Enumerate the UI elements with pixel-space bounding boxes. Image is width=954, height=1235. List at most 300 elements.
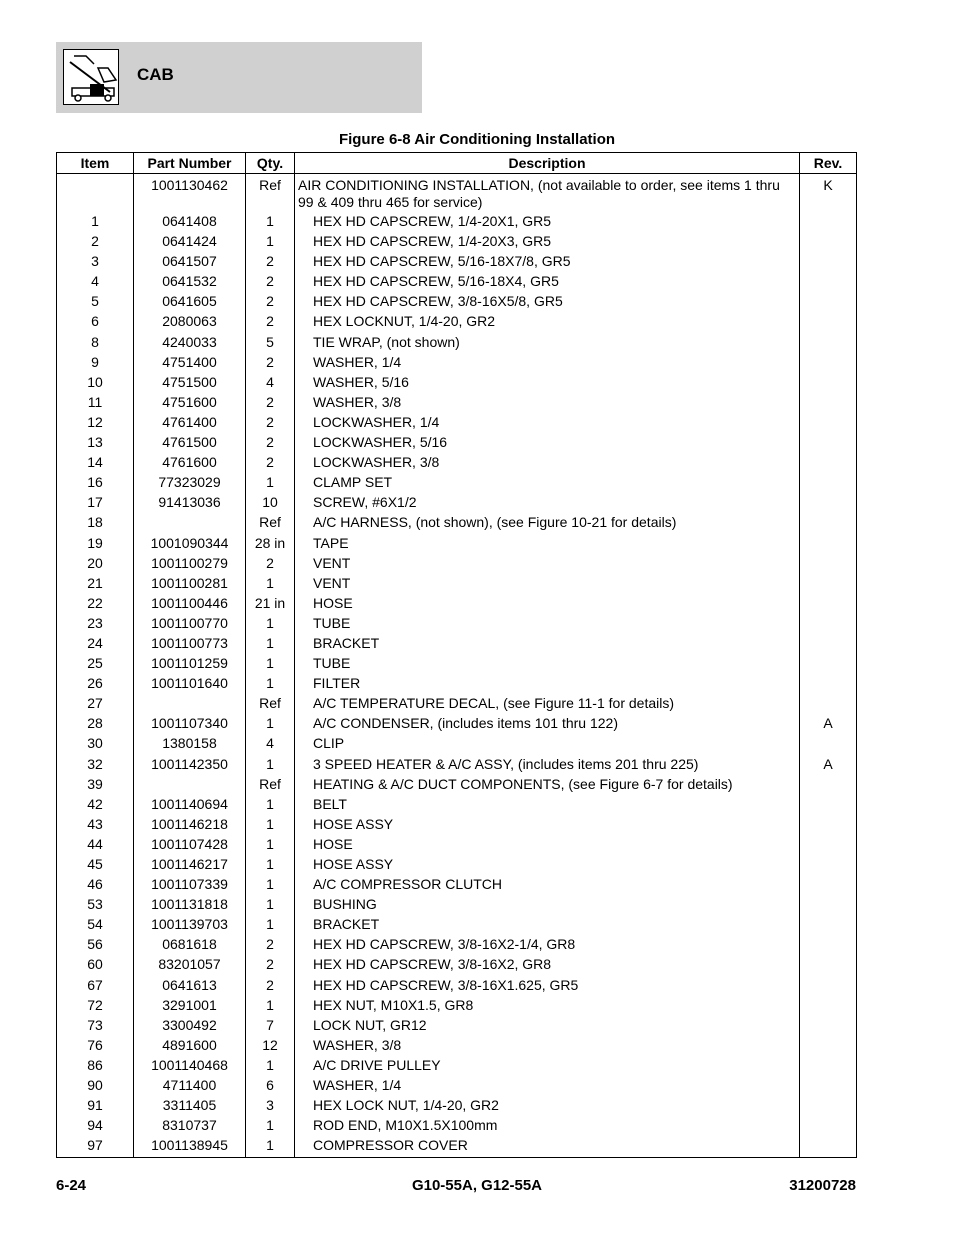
item-cell: 5 (57, 291, 134, 311)
item-cell: 30 (57, 733, 134, 753)
part-number-cell (134, 693, 246, 713)
part-number-cell: 1001140694 (134, 794, 246, 814)
table-row (57, 975, 857, 995)
description-cell: WASHER, 3/8 (295, 1035, 800, 1055)
table-row (57, 995, 857, 1015)
description-cell: LOCKWASHER, 5/16 (295, 432, 800, 452)
rev-cell (800, 894, 857, 914)
table-row (57, 754, 857, 774)
part-number-cell: 0641408 (134, 211, 246, 231)
part-number-cell: 4761500 (134, 432, 246, 452)
qty-cell: 1 (246, 1055, 295, 1075)
part-number-cell: 0681618 (134, 934, 246, 954)
part-number-cell: 1001142350 (134, 754, 246, 774)
part-number-cell: 4751400 (134, 352, 246, 372)
qty-cell: 1 (246, 834, 295, 854)
description-cell: LOCK NUT, GR12 (295, 1015, 800, 1035)
qty-cell: 5 (246, 332, 295, 352)
qty-cell: 2 (246, 311, 295, 331)
qty-cell: 3 (246, 1095, 295, 1115)
rev-cell (800, 613, 857, 633)
part-number-cell: 2080063 (134, 311, 246, 331)
part-number-cell: 1380158 (134, 733, 246, 753)
rev-cell (800, 975, 857, 995)
item-cell: 1 (57, 211, 134, 231)
qty-cell: 1 (246, 1135, 295, 1158)
part-number-cell: 3291001 (134, 995, 246, 1015)
table-header-row (57, 153, 857, 174)
table-row (57, 472, 857, 492)
qty-cell: 1 (246, 472, 295, 492)
part-number-cell: 1001139703 (134, 914, 246, 934)
table-row (57, 452, 857, 472)
rev-cell (800, 291, 857, 311)
table-row (57, 653, 857, 673)
description-cell: HOSE ASSY (295, 854, 800, 874)
item-cell: 53 (57, 894, 134, 914)
table-row (57, 271, 857, 291)
table-row (57, 1035, 857, 1055)
table-row (57, 633, 857, 653)
item-cell: 28 (57, 713, 134, 733)
part-number-cell: 0641605 (134, 291, 246, 311)
description-cell: HEX NUT, M10X1.5, GR8 (295, 995, 800, 1015)
rev-cell (800, 633, 857, 653)
item-cell (57, 174, 134, 212)
table-row (57, 834, 857, 854)
description-cell: CLIP (295, 733, 800, 753)
item-cell: 44 (57, 834, 134, 854)
rev-cell (800, 311, 857, 331)
item-cell: 21 (57, 573, 134, 593)
item-cell: 42 (57, 794, 134, 814)
part-number-cell: 4751600 (134, 392, 246, 412)
item-cell: 27 (57, 693, 134, 713)
qty-cell: 7 (246, 1015, 295, 1035)
rev-cell (800, 854, 857, 874)
rev-cell (800, 995, 857, 1015)
rev-cell (800, 874, 857, 894)
table-row (57, 231, 857, 251)
qty-cell: 1 (246, 231, 295, 251)
rev-cell (800, 593, 857, 613)
description-cell: TUBE (295, 653, 800, 673)
item-cell: 60 (57, 954, 134, 974)
rev-cell (800, 693, 857, 713)
qty-cell: 1 (246, 914, 295, 934)
table-row (57, 713, 857, 733)
table-row (57, 1115, 857, 1135)
table-row (57, 432, 857, 452)
item-cell: 2 (57, 231, 134, 251)
rev-cell (800, 954, 857, 974)
qty-cell: 2 (246, 553, 295, 573)
table-row (57, 573, 857, 593)
rev-cell (800, 211, 857, 231)
parts-table (56, 152, 857, 1158)
item-cell: 25 (57, 653, 134, 673)
part-number-cell: 4761400 (134, 412, 246, 432)
description-cell: VENT (295, 553, 800, 573)
description-cell: 3 SPEED HEATER & A/C ASSY, (includes items 201 thru 225) (295, 754, 800, 774)
description-cell: CLAMP SET (295, 472, 800, 492)
qty-cell: 2 (246, 291, 295, 311)
rev-cell (800, 834, 857, 854)
table-row (57, 794, 857, 814)
table-row (57, 1095, 857, 1115)
part-number-cell: 3311405 (134, 1095, 246, 1115)
qty-cell: 1 (246, 673, 295, 693)
table-row (57, 954, 857, 974)
qty-cell: 2 (246, 271, 295, 291)
description-cell: HEX HD CAPSCREW, 5/16-18X4, GR5 (295, 271, 800, 291)
table-row (57, 874, 857, 894)
manual-number: 31200728 (789, 1177, 856, 1194)
table-row (57, 693, 857, 713)
item-cell: 8 (57, 332, 134, 352)
description-cell: A/C COMPRESSOR CLUTCH (295, 874, 800, 894)
rev-cell (800, 1075, 857, 1095)
rev-cell: A (800, 713, 857, 733)
table-row (57, 553, 857, 573)
part-number-cell (134, 774, 246, 794)
figure-title: Figure 6-8 Air Conditioning Installation (338, 131, 616, 148)
part-number-cell: 4240033 (134, 332, 246, 352)
rev-cell (800, 352, 857, 372)
table-row (57, 352, 857, 372)
description-cell: HOSE (295, 834, 800, 854)
rev-cell (800, 251, 857, 271)
column-header-qty: Qty. (246, 153, 295, 174)
item-cell: 26 (57, 673, 134, 693)
parts-table-body (57, 174, 857, 1158)
item-cell: 10 (57, 372, 134, 392)
rev-cell (800, 231, 857, 251)
part-number-cell: 1001100773 (134, 633, 246, 653)
item-cell: 19 (57, 533, 134, 553)
description-cell: COMPRESSOR COVER (295, 1135, 800, 1158)
table-row (57, 311, 857, 331)
part-number-cell: 0641424 (134, 231, 246, 251)
item-cell: 17 (57, 492, 134, 512)
part-number-cell: 1001101640 (134, 673, 246, 693)
item-cell: 14 (57, 452, 134, 472)
qty-cell: 1 (246, 211, 295, 231)
part-number-cell: 0641507 (134, 251, 246, 271)
description-cell: AIR CONDITIONING INSTALLATION, (not available to order, see items 1 thru 99 & 409 thru 465 for service) (295, 174, 800, 212)
item-cell: 18 (57, 512, 134, 532)
item-cell: 32 (57, 754, 134, 774)
rev-cell (800, 573, 857, 593)
description-cell: HOSE (295, 593, 800, 613)
table-row (57, 251, 857, 271)
table-row (57, 512, 857, 532)
rev-cell (800, 372, 857, 392)
item-cell: 22 (57, 593, 134, 613)
part-number-cell: 83201057 (134, 954, 246, 974)
rev-cell (800, 332, 857, 352)
part-number-cell: 1001130462 (134, 174, 246, 212)
table-row (57, 774, 857, 794)
rev-cell: K (800, 174, 857, 212)
qty-cell: 2 (246, 352, 295, 372)
rev-cell (800, 412, 857, 432)
part-number-cell: 1001100281 (134, 573, 246, 593)
rev-cell (800, 452, 857, 472)
table-row (57, 412, 857, 432)
description-cell: WASHER, 1/4 (295, 1075, 800, 1095)
item-cell: 39 (57, 774, 134, 794)
qty-cell: 28 in (246, 533, 295, 553)
item-cell: 90 (57, 1075, 134, 1095)
description-cell: VENT (295, 573, 800, 593)
item-cell: 23 (57, 613, 134, 633)
description-cell: A/C HARNESS, (not shown), (see Figure 10-21 for details) (295, 512, 800, 532)
part-number-cell: 1001146217 (134, 854, 246, 874)
page-number: 6-24 (56, 1177, 87, 1194)
qty-cell: Ref (246, 512, 295, 532)
qty-cell: 4 (246, 372, 295, 392)
rev-cell (800, 673, 857, 693)
section-title: CAB (137, 65, 174, 84)
description-cell: HEX HD CAPSCREW, 1/4-20X1, GR5 (295, 211, 800, 231)
description-cell: WASHER, 1/4 (295, 352, 800, 372)
qty-cell: Ref (246, 693, 295, 713)
description-cell: LOCKWASHER, 3/8 (295, 452, 800, 472)
part-number-cell: 1001100279 (134, 553, 246, 573)
qty-cell: Ref (246, 174, 295, 212)
table-row (57, 291, 857, 311)
item-cell: 46 (57, 874, 134, 894)
description-cell: BUSHING (295, 894, 800, 914)
part-number-cell: 1001100770 (134, 613, 246, 633)
description-cell: BRACKET (295, 914, 800, 934)
rev-cell (800, 814, 857, 834)
description-cell: BELT (295, 794, 800, 814)
rev-cell (800, 914, 857, 934)
table-row (57, 492, 857, 512)
description-cell: SCREW, #6X1/2 (295, 492, 800, 512)
description-cell: TAPE (295, 533, 800, 553)
item-cell: 16 (57, 472, 134, 492)
qty-cell: 1 (246, 713, 295, 733)
description-cell: HEATING & A/C DUCT COMPONENTS, (see Figure 6-7 for details) (295, 774, 800, 794)
table-row (57, 894, 857, 914)
description-cell: HEX HD CAPSCREW, 3/8-16X2-1/4, GR8 (295, 934, 800, 954)
rev-cell (800, 794, 857, 814)
rev-cell (800, 1055, 857, 1075)
part-number-cell: 1001140468 (134, 1055, 246, 1075)
qty-cell: 6 (246, 1075, 295, 1095)
description-cell: HOSE ASSY (295, 814, 800, 834)
item-cell: 73 (57, 1015, 134, 1035)
table-row (57, 332, 857, 352)
rev-cell (800, 1135, 857, 1158)
part-number-cell: 0641613 (134, 975, 246, 995)
description-cell: A/C DRIVE PULLEY (295, 1055, 800, 1075)
qty-cell: 12 (246, 1035, 295, 1055)
rev-cell (800, 553, 857, 573)
qty-cell: 2 (246, 251, 295, 271)
qty-cell: 2 (246, 934, 295, 954)
description-cell: HEX LOCKNUT, 1/4-20, GR2 (295, 311, 800, 331)
qty-cell: 2 (246, 392, 295, 412)
part-number-cell: 4761600 (134, 452, 246, 472)
item-cell: 91 (57, 1095, 134, 1115)
rev-cell (800, 392, 857, 412)
boom-lift-icon (63, 49, 119, 105)
rev-cell (800, 774, 857, 794)
section-header (56, 42, 422, 113)
rev-cell (800, 472, 857, 492)
qty-cell: 2 (246, 954, 295, 974)
item-cell: 9 (57, 352, 134, 372)
rev-cell (800, 271, 857, 291)
description-cell: LOCKWASHER, 1/4 (295, 412, 800, 432)
item-cell: 43 (57, 814, 134, 834)
description-cell: HEX LOCK NUT, 1/4-20, GR2 (295, 1095, 800, 1115)
table-row (57, 392, 857, 412)
rev-cell (800, 1095, 857, 1115)
item-cell: 72 (57, 995, 134, 1015)
qty-cell: 21 in (246, 593, 295, 613)
part-number-cell (134, 512, 246, 532)
item-cell: 97 (57, 1135, 134, 1158)
column-header-part-number: Part Number (134, 153, 246, 174)
qty-cell: 2 (246, 975, 295, 995)
rev-cell (800, 432, 857, 452)
item-cell: 94 (57, 1115, 134, 1135)
description-cell: HEX HD CAPSCREW, 5/16-18X7/8, GR5 (295, 251, 800, 271)
table-row (57, 914, 857, 934)
qty-cell: 1 (246, 814, 295, 834)
table-row (57, 1055, 857, 1075)
part-number-cell: 4751500 (134, 372, 246, 392)
qty-cell: 10 (246, 492, 295, 512)
rev-cell (800, 512, 857, 532)
item-cell: 86 (57, 1055, 134, 1075)
qty-cell: 1 (246, 633, 295, 653)
part-number-cell: 1001107340 (134, 713, 246, 733)
description-cell: TIE WRAP, (not shown) (295, 332, 800, 352)
description-cell: HEX HD CAPSCREW, 1/4-20X3, GR5 (295, 231, 800, 251)
rev-cell (800, 733, 857, 753)
part-number-cell: 3300492 (134, 1015, 246, 1035)
column-header-item: Item (57, 153, 134, 174)
part-number-cell: 8310737 (134, 1115, 246, 1135)
table-row (57, 1015, 857, 1035)
rev-cell (800, 533, 857, 553)
description-cell: WASHER, 3/8 (295, 392, 800, 412)
table-row (57, 174, 857, 212)
qty-cell: 1 (246, 1115, 295, 1135)
table-row (57, 1135, 857, 1158)
item-cell: 56 (57, 934, 134, 954)
item-cell: 11 (57, 392, 134, 412)
column-header-rev: Rev. (800, 153, 857, 174)
qty-cell: 1 (246, 754, 295, 774)
model-names: G10-55A, G12-55A (411, 1177, 543, 1194)
rev-cell (800, 934, 857, 954)
qty-cell: 4 (246, 733, 295, 753)
table-row (57, 1075, 857, 1095)
rev-cell (800, 1015, 857, 1035)
part-number-cell: 1001090344 (134, 533, 246, 553)
description-cell: HEX HD CAPSCREW, 3/8-16X1.625, GR5 (295, 975, 800, 995)
qty-cell: 2 (246, 432, 295, 452)
table-row (57, 814, 857, 834)
qty-cell: Ref (246, 774, 295, 794)
qty-cell: 1 (246, 653, 295, 673)
part-number-cell: 91413036 (134, 492, 246, 512)
description-cell: A/C CONDENSER, (includes items 101 thru 122) (295, 713, 800, 733)
part-number-cell: 1001101259 (134, 653, 246, 673)
qty-cell: 1 (246, 995, 295, 1015)
rev-cell (800, 1035, 857, 1055)
item-cell: 4 (57, 271, 134, 291)
rev-cell: A (800, 754, 857, 774)
qty-cell: 1 (246, 854, 295, 874)
table-row (57, 372, 857, 392)
item-cell: 13 (57, 432, 134, 452)
rev-cell (800, 492, 857, 512)
part-number-cell: 1001131818 (134, 894, 246, 914)
item-cell: 6 (57, 311, 134, 331)
rev-cell (800, 1115, 857, 1135)
part-number-cell: 1001107428 (134, 834, 246, 854)
qty-cell: 2 (246, 452, 295, 472)
rev-cell (800, 653, 857, 673)
description-cell: TUBE (295, 613, 800, 633)
table-row (57, 934, 857, 954)
qty-cell: 1 (246, 794, 295, 814)
item-cell: 20 (57, 553, 134, 573)
description-cell: BRACKET (295, 633, 800, 653)
part-number-cell: 4891600 (134, 1035, 246, 1055)
description-cell: A/C TEMPERATURE DECAL, (see Figure 11-1 for details) (295, 693, 800, 713)
qty-cell: 1 (246, 573, 295, 593)
qty-cell: 1 (246, 874, 295, 894)
item-cell: 24 (57, 633, 134, 653)
part-number-cell: 0641532 (134, 271, 246, 291)
table-row (57, 613, 857, 633)
table-row (57, 854, 857, 874)
table-row (57, 533, 857, 553)
description-cell: WASHER, 5/16 (295, 372, 800, 392)
item-cell: 67 (57, 975, 134, 995)
part-number-cell: 77323029 (134, 472, 246, 492)
part-number-cell: 1001107339 (134, 874, 246, 894)
part-number-cell: 1001138945 (134, 1135, 246, 1158)
table-row (57, 673, 857, 693)
part-number-cell: 1001100446 (134, 593, 246, 613)
item-cell: 76 (57, 1035, 134, 1055)
item-cell: 45 (57, 854, 134, 874)
part-number-cell: 1001146218 (134, 814, 246, 834)
description-cell: HEX HD CAPSCREW, 3/8-16X5/8, GR5 (295, 291, 800, 311)
column-header-description: Description (295, 153, 800, 174)
table-row (57, 211, 857, 231)
description-cell: ROD END, M10X1.5X100mm (295, 1115, 800, 1135)
table-row (57, 593, 857, 613)
item-cell: 3 (57, 251, 134, 271)
description-cell: HEX HD CAPSCREW, 3/8-16X2, GR8 (295, 954, 800, 974)
description-cell: FILTER (295, 673, 800, 693)
table-row (57, 733, 857, 753)
qty-cell: 1 (246, 894, 295, 914)
qty-cell: 2 (246, 412, 295, 432)
part-number-cell: 4711400 (134, 1075, 246, 1095)
